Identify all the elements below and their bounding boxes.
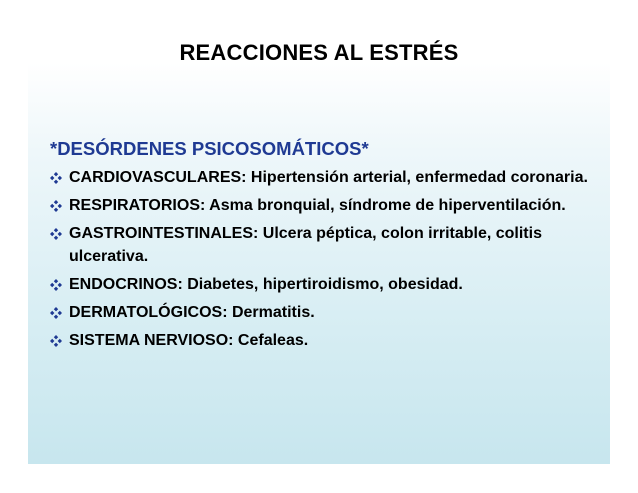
- list-item-text: DERMATOLÓGICOS: Dermatitis.: [69, 304, 315, 321]
- four-diamond-bullet-icon: [50, 335, 62, 347]
- four-diamond-bullet-icon: [50, 307, 62, 319]
- list-item-text: RESPIRATORIOS: Asma bronquial, síndrome de hiperventilación.: [69, 197, 566, 214]
- list-item: [50, 273, 590, 296]
- slide-content: [50, 138, 590, 357]
- slide-title: REACCIONES AL ESTRÉS: [179, 40, 459, 65]
- list-item: [50, 194, 590, 217]
- list-item-text: GASTROINTESTINALES: Ulcera péptica, colon irritable, colitis ulcerativa.: [69, 225, 542, 265]
- list-item: [50, 329, 590, 352]
- list-item-text: CARDIOVASCULARES: Hipertensión arterial, enfermedad coronaria.: [69, 169, 588, 186]
- four-diamond-bullet-icon: [50, 279, 62, 291]
- list-item: [50, 301, 590, 324]
- four-diamond-bullet-icon: [50, 228, 62, 240]
- four-diamond-bullet-icon: [50, 172, 62, 184]
- list-item-text: SISTEMA NERVIOSO: Cefaleas.: [69, 332, 309, 349]
- list-item: [50, 222, 590, 268]
- four-diamond-bullet-icon: [50, 200, 62, 212]
- list-item-text: ENDOCRINOS: Diabetes, hipertiroidismo, obesidad.: [69, 276, 463, 293]
- list-item: [50, 166, 590, 189]
- section-heading: *DESÓRDENES PSICOSOMÁTICOS*: [50, 138, 369, 159]
- slide: [28, 18, 610, 464]
- bullet-list: [50, 166, 590, 352]
